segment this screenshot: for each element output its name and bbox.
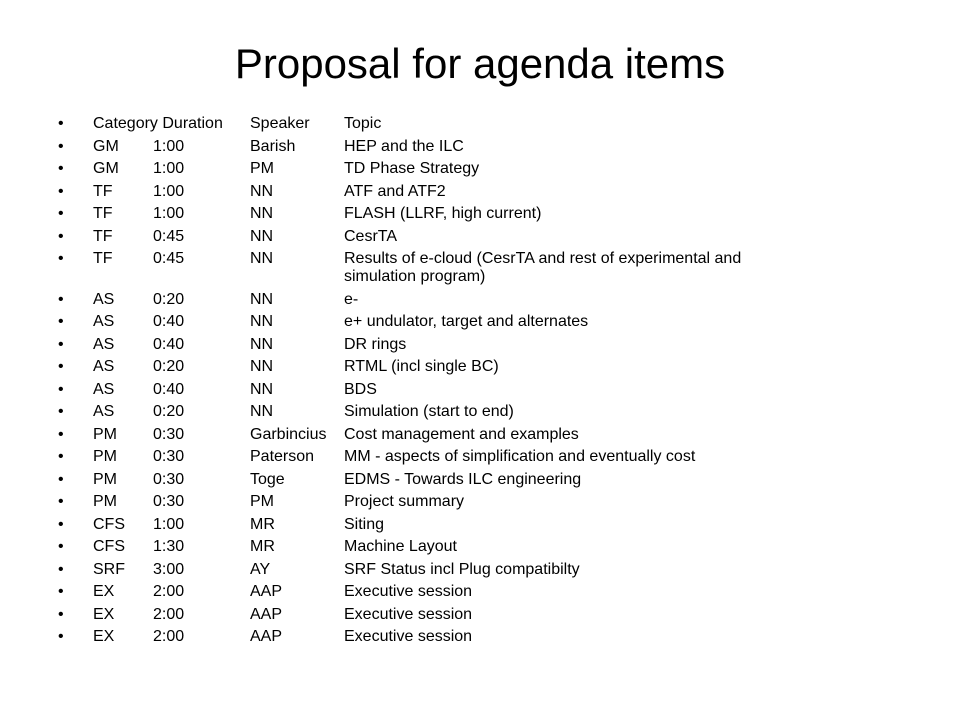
agenda-duration: 0:40 (153, 380, 185, 398)
bullet-icon: • (58, 560, 64, 578)
agenda-duration: 0:45 (153, 250, 185, 267)
agenda-category: SRF (93, 560, 125, 578)
agenda-row (58, 291, 938, 314)
agenda-topic: Simulation (start to end) (344, 403, 514, 420)
agenda-topic: EDMS - Towards ILC engineering (344, 470, 582, 488)
agenda-speaker: Garbincius (250, 425, 327, 443)
agenda-header-row (58, 115, 938, 138)
agenda-category: GM (93, 160, 119, 177)
agenda-row (58, 561, 938, 584)
bullet-icon: • (58, 380, 64, 398)
agenda-duration: 1:00 (153, 160, 185, 177)
agenda-category: TF (93, 182, 113, 200)
agenda-topic: HEP and the ILC (344, 137, 464, 155)
agenda-category: CFS (93, 538, 125, 555)
agenda-row (58, 538, 938, 561)
bullet-icon: • (58, 313, 64, 330)
agenda-topic: TD Phase Strategy (344, 160, 480, 177)
agenda-speaker: NN (250, 380, 274, 398)
agenda-category: CFS (93, 515, 125, 533)
agenda-duration: 0:30 (153, 448, 185, 465)
agenda-speaker: Barish (250, 137, 296, 155)
agenda-row (58, 160, 938, 183)
agenda-speaker: NN (250, 335, 274, 353)
header-speaker: Speaker (250, 115, 310, 132)
agenda-duration: 2:00 (153, 583, 185, 600)
agenda-duration: 2:00 (153, 605, 185, 623)
bullet-icon: • (58, 425, 64, 443)
agenda-category: AS (93, 313, 115, 330)
bullet-icon: • (58, 137, 64, 155)
agenda-topic: Executive session (344, 605, 473, 623)
agenda-duration: 0:30 (153, 493, 185, 510)
agenda-row (58, 250, 938, 291)
bullet-icon: • (58, 470, 64, 488)
agenda-duration: 1:00 (153, 137, 185, 155)
agenda-category: AS (93, 335, 115, 353)
agenda-speaker: NN (250, 227, 274, 245)
agenda-speaker: AAP (250, 628, 283, 645)
bullet-icon: • (58, 448, 64, 465)
agenda-topic: DR rings (344, 335, 407, 353)
agenda-category: AS (93, 380, 115, 398)
agenda-speaker: NN (250, 182, 274, 200)
agenda-speaker: NN (250, 205, 274, 222)
agenda-topic: CesrTA (344, 227, 398, 245)
agenda-speaker: PM (250, 160, 274, 177)
agenda-row (58, 493, 938, 516)
agenda-duration: 0:30 (153, 470, 185, 488)
agenda-row (58, 606, 938, 629)
agenda-speaker: NN (250, 403, 274, 420)
agenda-speaker: NN (250, 358, 274, 375)
agenda-duration: 0:30 (153, 425, 185, 443)
bullet-icon: • (58, 182, 64, 200)
agenda-duration: 0:45 (153, 227, 185, 245)
agenda-topic: e- (344, 290, 359, 308)
agenda-row (58, 228, 938, 251)
agenda-speaker: MR (250, 515, 275, 533)
bullet-icon: • (58, 583, 64, 600)
agenda-speaker: PM (250, 493, 274, 510)
agenda-category: PM (93, 448, 117, 465)
agenda-duration: 3:00 (153, 560, 185, 578)
agenda-topic: Project summary (344, 493, 465, 510)
agenda-category: TF (93, 205, 113, 222)
bullet-icon: • (58, 205, 64, 222)
bullet-icon: • (58, 515, 64, 533)
agenda-row (58, 381, 938, 404)
agenda-category: GM (93, 137, 119, 155)
header-category-duration: Category Duration (93, 115, 223, 132)
bullet-icon: • (58, 538, 64, 555)
agenda-speaker: AAP (250, 583, 283, 600)
agenda-topic: ATF and ATF2 (344, 182, 446, 200)
bullet-icon: • (58, 160, 64, 177)
agenda-duration: 0:20 (153, 358, 185, 375)
agenda-duration: 2:00 (153, 628, 185, 645)
bullet-icon: • (58, 290, 64, 308)
agenda-duration: 1:30 (153, 538, 185, 555)
agenda-row (58, 358, 938, 381)
agenda-speaker: AY (250, 560, 271, 578)
agenda-topic: Machine Layout (344, 538, 457, 555)
agenda-duration: 0:20 (153, 290, 185, 308)
bullet-icon: • (58, 358, 64, 375)
agenda-row (58, 403, 938, 426)
agenda-category: PM (93, 425, 117, 443)
agenda-row (58, 471, 938, 494)
agenda-duration: 1:00 (153, 182, 185, 200)
agenda-duration: 0:20 (153, 403, 185, 420)
bullet-icon: • (58, 628, 64, 645)
agenda-topic: SRF Status incl Plug compatibilty (344, 560, 580, 578)
agenda-row (58, 628, 938, 651)
agenda-topic: BDS (344, 380, 377, 398)
agenda-category: AS (93, 358, 115, 375)
agenda-category: AS (93, 403, 115, 420)
agenda-topic: Results of e-cloud (CesrTA and rest of experimental and simulation program) (344, 250, 742, 285)
agenda-category: EX (93, 583, 115, 600)
bullet-icon: • (58, 493, 64, 510)
header-topic: Topic (344, 115, 382, 132)
agenda-topic: Executive session (344, 628, 473, 645)
agenda-category: AS (93, 290, 115, 308)
agenda-topic: Executive session (344, 583, 473, 600)
agenda-topic: e+ undulator, target and alternates (344, 313, 589, 330)
agenda-row (58, 313, 938, 336)
bullet-icon: • (58, 227, 64, 245)
agenda-category: PM (93, 470, 117, 488)
agenda-category: TF (93, 227, 113, 245)
agenda-duration: 1:00 (153, 515, 185, 533)
agenda-speaker: MR (250, 538, 275, 555)
agenda-topic: Cost management and examples (344, 425, 579, 443)
agenda-duration: 1:00 (153, 205, 185, 222)
agenda-speaker: AAP (250, 605, 283, 623)
agenda-row (58, 426, 938, 449)
slide-title: Proposal for agenda items (234, 40, 726, 87)
agenda-topic: Siting (344, 515, 385, 533)
bullet-icon: • (58, 605, 64, 623)
agenda-topic: RTML (incl single BC) (344, 358, 499, 375)
agenda-row (58, 516, 938, 539)
bullet-icon: • (58, 335, 64, 353)
agenda-list (58, 115, 938, 651)
agenda-duration: 0:40 (153, 313, 185, 330)
agenda-duration: 0:40 (153, 335, 185, 353)
agenda-row (58, 205, 938, 228)
agenda-row (58, 138, 938, 161)
agenda-speaker: NN (250, 250, 274, 267)
agenda-category: EX (93, 628, 115, 645)
agenda-speaker: NN (250, 290, 274, 308)
agenda-speaker: NN (250, 313, 274, 330)
agenda-category: TF (93, 250, 113, 267)
agenda-topic: FLASH (LLRF, high current) (344, 205, 542, 222)
agenda-row (58, 448, 938, 471)
bullet-icon: • (58, 115, 64, 132)
bullet-icon: • (58, 403, 64, 420)
agenda-row (58, 183, 938, 206)
agenda-category: EX (93, 605, 115, 623)
agenda-row (58, 583, 938, 606)
agenda-speaker: Paterson (250, 448, 315, 465)
agenda-speaker: Toge (250, 470, 285, 488)
bullet-icon: • (58, 250, 64, 267)
agenda-row (58, 336, 938, 359)
agenda-category: PM (93, 493, 117, 510)
agenda-topic: MM - aspects of simplification and eventually cost (344, 448, 696, 465)
